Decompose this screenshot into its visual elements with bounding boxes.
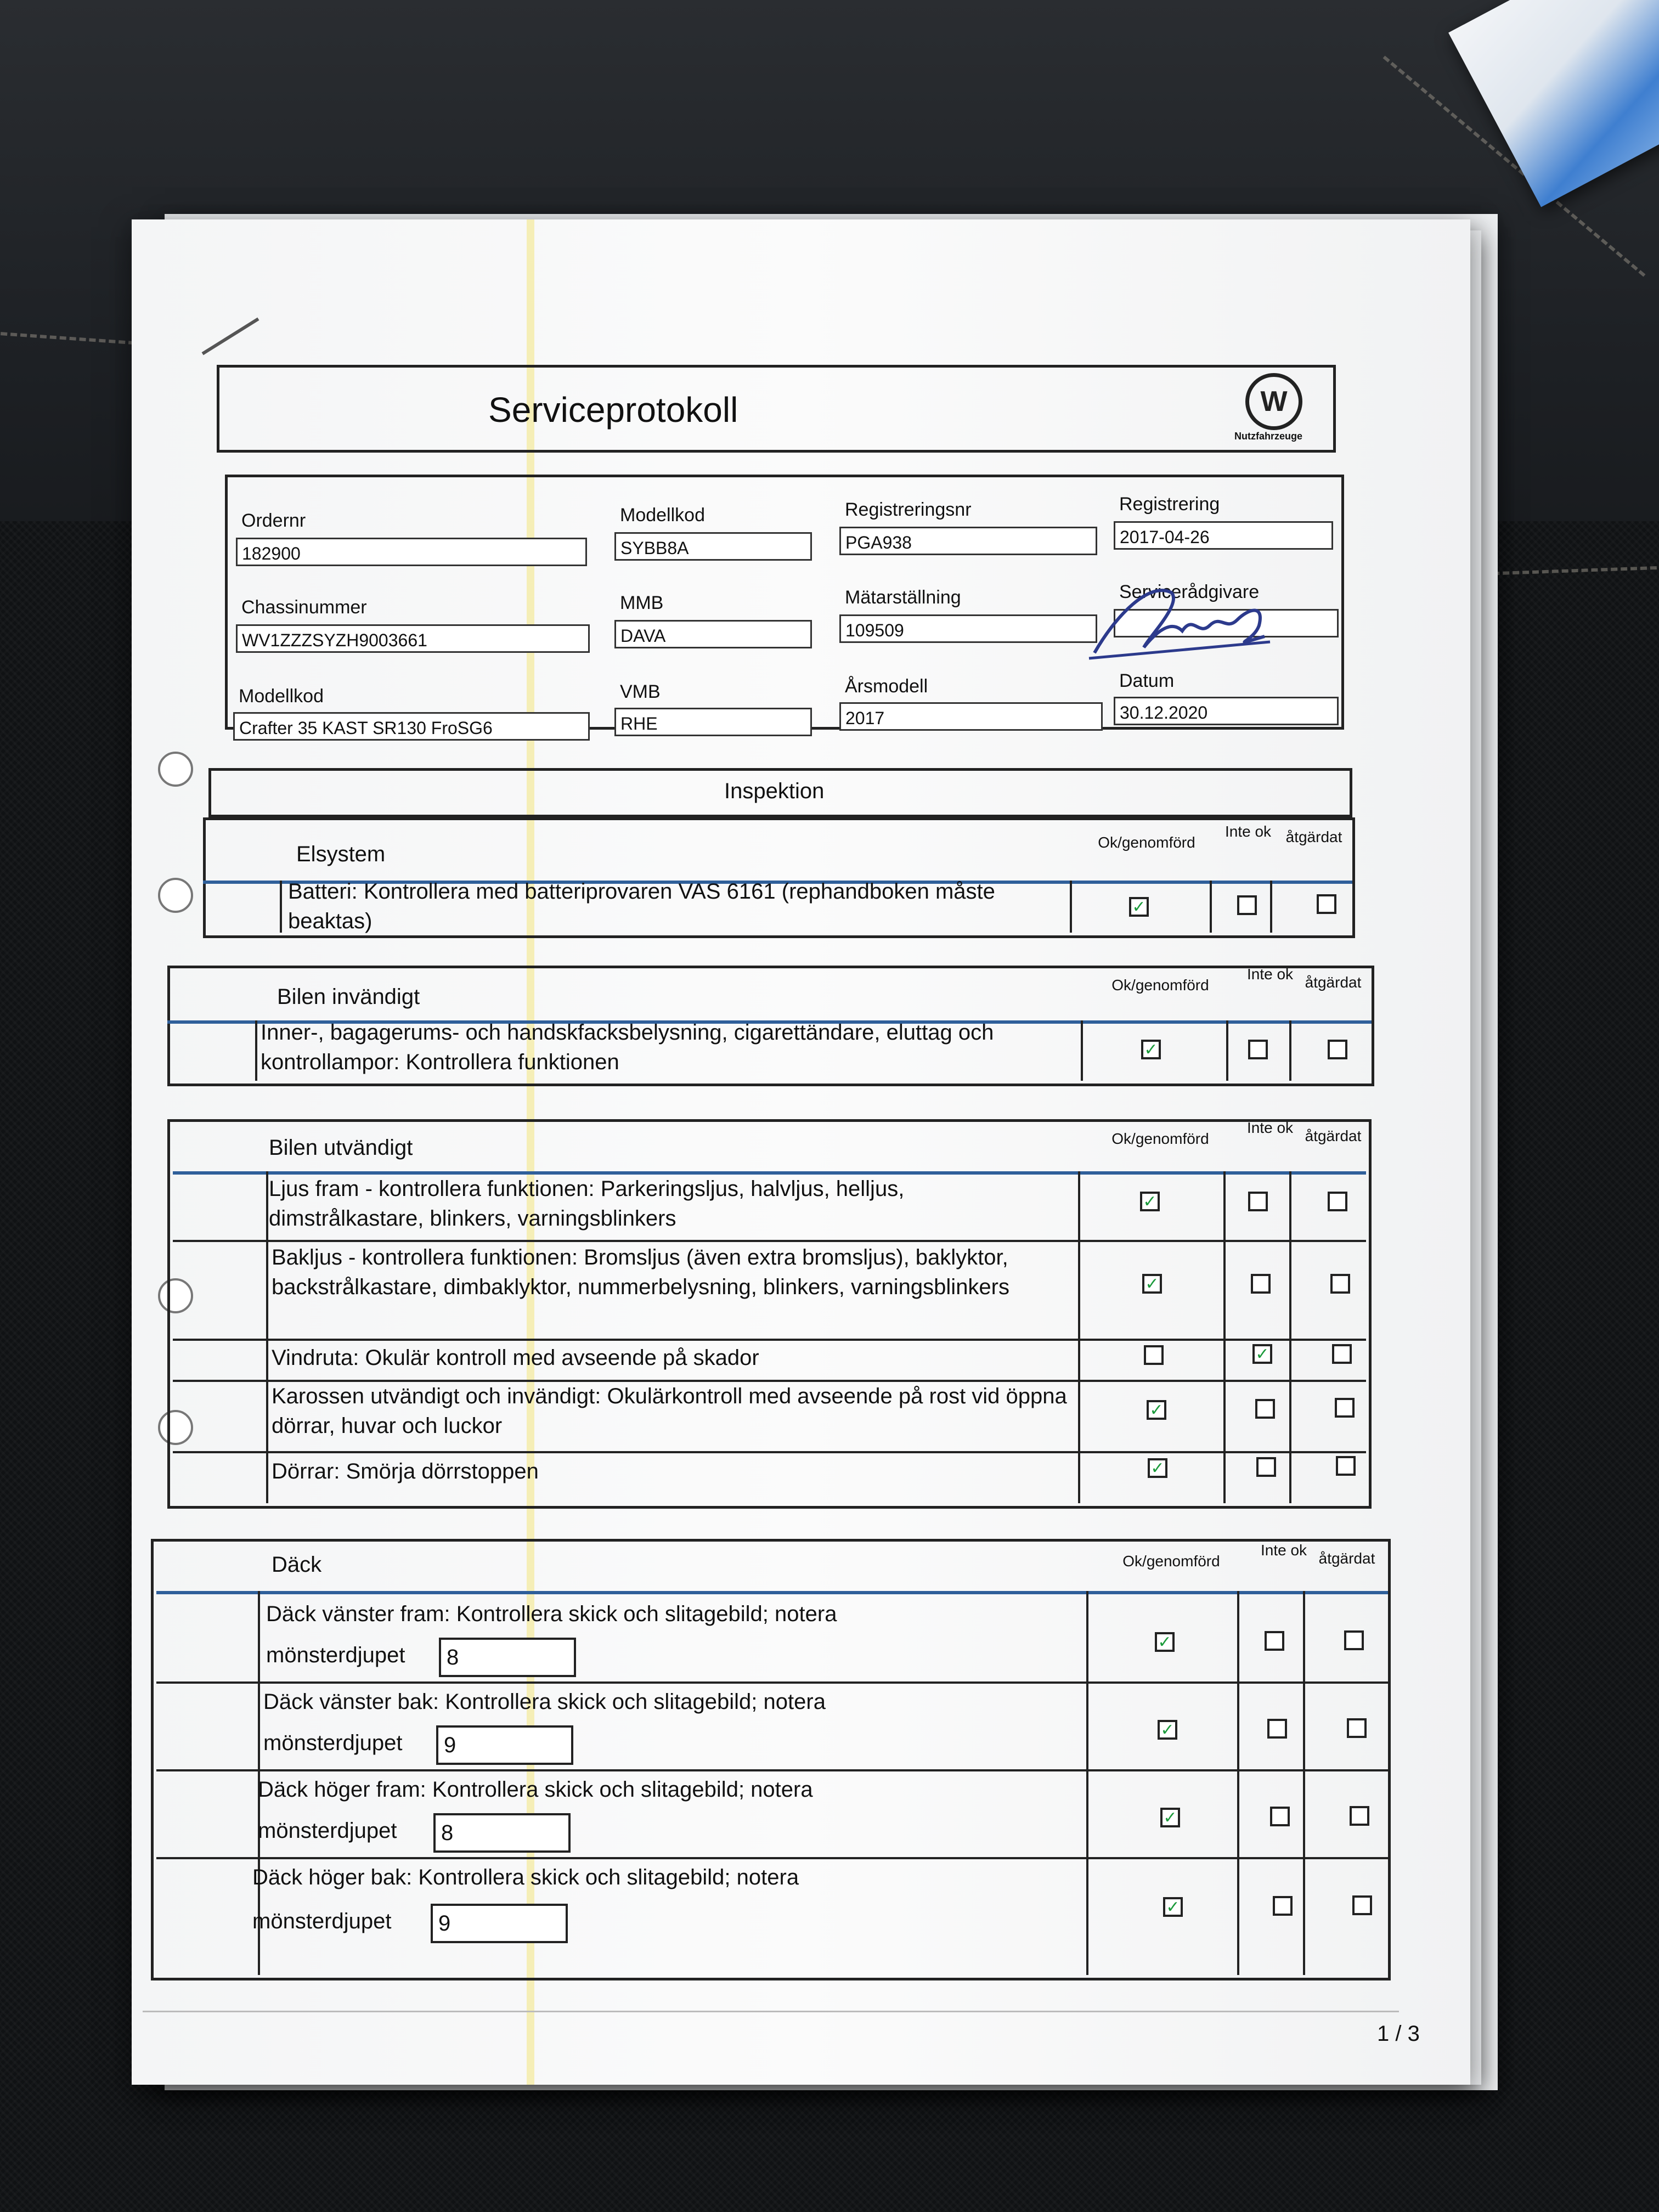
row-text-batteri: Batteri: Kontrollera med batteriprovaren VAS 6161 (rephandboken måste beaktas) — [288, 879, 995, 933]
page-title: Serviceprotokoll — [488, 390, 738, 430]
checkbox-batteri-ok[interactable] — [1129, 897, 1149, 917]
checkbox-dorrar-ok[interactable] — [1148, 1458, 1167, 1478]
checkbox-dack-vanster-fram-atgardat[interactable] — [1344, 1630, 1364, 1650]
column-divider — [1070, 881, 1072, 933]
checkbox-dack-vanster-fram-inte-ok[interactable] — [1265, 1631, 1284, 1651]
depth-input-hoger-bak[interactable]: 9 — [431, 1904, 568, 1943]
checkbox-batteri-atgardat[interactable] — [1317, 894, 1336, 914]
column-divider — [280, 881, 282, 933]
column-divider — [255, 1020, 257, 1081]
staple — [202, 318, 259, 356]
check-icon: ✓ — [1166, 1898, 1180, 1917]
col-head-ok: Ok/genomförd — [1111, 977, 1209, 994]
checkbox-dack-vanster-bak-inte-ok[interactable] — [1267, 1719, 1287, 1739]
checkbox-bakljus-inte-ok[interactable] — [1251, 1274, 1271, 1294]
service-protocol-page — [132, 219, 1470, 2085]
field-label-datum: Datum — [1119, 670, 1175, 691]
column-divider — [1303, 1591, 1305, 1975]
col-head-atgardat: åtgärdat — [1318, 1550, 1375, 1567]
row-text-vindruta: Vindruta: Okulär kontroll med avseende på skador — [272, 1346, 759, 1370]
field-label-registrering: Registrering — [1119, 494, 1220, 515]
row-divider — [156, 1857, 1388, 1859]
column-divider — [1270, 881, 1272, 933]
punch-hole — [158, 878, 193, 913]
title-box — [217, 365, 1336, 453]
footer-rule — [143, 2011, 1399, 2012]
check-icon: ✓ — [1158, 1633, 1172, 1652]
checkbox-dack-hoger-bak-atgardat[interactable] — [1352, 1895, 1372, 1915]
row-divider — [173, 1451, 1366, 1453]
brand-subtitle: Nutzfahrzeuge — [1234, 431, 1303, 442]
section-title-dack: Däck — [272, 1553, 322, 1577]
checkbox-bakljus-atgardat[interactable] — [1330, 1274, 1350, 1294]
column-divider — [1210, 881, 1212, 933]
checkbox-dack-vanster-bak-ok[interactable] — [1158, 1720, 1177, 1740]
column-divider — [1289, 1020, 1291, 1081]
checkbox-batteri-inte-ok[interactable] — [1237, 895, 1257, 915]
section-divider — [156, 1591, 1388, 1594]
punch-hole — [158, 752, 193, 787]
checkbox-dack-hoger-fram-ok[interactable] — [1160, 1808, 1180, 1827]
section-title-utvandigt: Bilen utvändigt — [269, 1136, 413, 1160]
column-divider — [1226, 1020, 1228, 1081]
checkbox-ljus-fram-ok[interactable] — [1140, 1192, 1160, 1211]
inspection-title: Inspektion — [724, 779, 825, 803]
check-icon: ✓ — [1150, 1459, 1165, 1478]
checkbox-vindruta-ok[interactable] — [1144, 1345, 1164, 1365]
col-head-atgardat: åtgärdat — [1305, 1127, 1362, 1144]
field-label-mmb: MMB — [620, 592, 664, 613]
checkbox-karossen-ok[interactable] — [1147, 1400, 1166, 1420]
column-divider — [1081, 1020, 1083, 1081]
field-vmb: RHE — [614, 708, 812, 736]
field-label-modellkod-bottom: Modellkod — [239, 686, 324, 707]
check-icon: ✓ — [1255, 1345, 1269, 1364]
checkbox-dack-hoger-fram-inte-ok[interactable] — [1270, 1807, 1290, 1826]
col-head-ok: Ok/genomförd — [1111, 1130, 1209, 1147]
checkbox-inner-inte-ok[interactable] — [1248, 1040, 1268, 1059]
field-matarstallning: 109509 — [839, 614, 1097, 643]
field-modellkod: SYBB8A — [614, 532, 812, 561]
field-datum: 30.12.2020 — [1114, 697, 1339, 725]
row-text-dack-vanster-bak: Däck vänster bak: Kontrollera skick och slitagebild; notera — [263, 1690, 826, 1714]
check-icon: ✓ — [1145, 1274, 1159, 1294]
depth-label: mönsterdjupet — [258, 1819, 397, 1843]
checkbox-karossen-inte-ok[interactable] — [1255, 1399, 1275, 1419]
row-divider — [173, 1339, 1366, 1341]
checkbox-ljus-fram-atgardat[interactable] — [1328, 1192, 1347, 1211]
col-head-inte-ok: Inte ok — [1246, 966, 1294, 983]
field-registrering: 2017-04-26 — [1114, 521, 1333, 550]
row-text-dack-hoger-fram: Däck höger fram: Kontrollera skick och slitagebild; notera — [258, 1778, 813, 1802]
col-head-ok: Ok/genomförd — [1098, 834, 1195, 851]
field-label-servicradgivare: Servicerådgivare — [1119, 582, 1260, 602]
checkbox-bakljus-ok[interactable] — [1142, 1274, 1162, 1294]
field-label-ordernr: Ordernr — [241, 510, 306, 531]
checkbox-dack-hoger-bak-inte-ok[interactable] — [1273, 1896, 1293, 1916]
row-divider — [156, 1681, 1388, 1684]
field-modellkod-bottom: Crafter 35 KAST SR130 FroSG6 — [233, 712, 590, 741]
column-divider — [266, 1171, 268, 1503]
row-text-karossen: Karossen utvändigt och invändigt: Okulärkontroll med avseende på rost vid öppna dörrar, huvar och luckor — [272, 1384, 1067, 1438]
field-mmb: DAVA — [614, 620, 812, 648]
section-title-invandigt: Bilen invändigt — [277, 985, 420, 1009]
checkbox-dorrar-atgardat[interactable] — [1336, 1456, 1356, 1476]
check-icon: ✓ — [1149, 1401, 1164, 1420]
checkbox-dorrar-inte-ok[interactable] — [1256, 1457, 1276, 1477]
field-chassinummer: WV1ZZZSYZH9003661 — [236, 624, 590, 653]
column-divider — [1086, 1591, 1088, 1975]
checkbox-dack-hoger-fram-atgardat[interactable] — [1350, 1806, 1369, 1826]
row-text-ljus-fram: Ljus fram - kontrollera funktionen: Parkeringsljus, halvljus, helljus, dimstrålkastare, blinkers, varningsblinkers — [269, 1177, 905, 1231]
field-label-matarstallning: Mätarställning — [845, 587, 961, 608]
check-icon: ✓ — [1163, 1808, 1177, 1827]
checkbox-vindruta-inte-ok[interactable] — [1252, 1344, 1272, 1364]
checkbox-dack-hoger-bak-ok[interactable] — [1163, 1897, 1183, 1917]
row-text-inner-belysning: Inner-, bagagerums- och handskfacksbelysning, cigarettändare, eluttag och kontrollampor: Kontrollera funktionen — [261, 1020, 994, 1074]
row-text-dack-hoger-bak: Däck höger bak: Kontrollera skick och slitagebild; notera — [252, 1865, 799, 1889]
checkbox-inner-atgardat[interactable] — [1328, 1040, 1347, 1059]
field-arsmodell: 2017 — [839, 702, 1103, 731]
checkbox-karossen-atgardat[interactable] — [1335, 1398, 1355, 1418]
col-head-inte-ok: Inte ok — [1246, 1119, 1294, 1136]
field-label-arsmodell: Årsmodell — [845, 676, 928, 697]
col-head-inte-ok: Inte ok — [1260, 1542, 1307, 1559]
row-text-bakljus: Bakljus - kontrollera funktionen: Bromsljus (även extra bromsljus), baklyktor, backstrålkastare, dimbaklyktor, nummerbelysning, blinkers, varningsblinkers — [272, 1245, 1009, 1299]
column-divider — [1237, 1591, 1239, 1975]
check-icon: ✓ — [1144, 1040, 1158, 1059]
depth-input-vanster-bak[interactable]: 9 — [436, 1725, 573, 1765]
col-head-inte-ok: Inte ok — [1224, 823, 1272, 840]
col-head-atgardat: åtgärdat — [1305, 974, 1362, 991]
check-icon: ✓ — [1160, 1720, 1175, 1740]
field-ordernr: 182900 — [236, 538, 587, 566]
column-divider — [1289, 1171, 1291, 1503]
field-registreringsnr: PGA938 — [839, 527, 1097, 555]
depth-input-vanster-fram[interactable]: 8 — [439, 1638, 576, 1677]
checkbox-inner-ok[interactable] — [1141, 1040, 1161, 1059]
row-text-dack-vanster-fram: Däck vänster fram: Kontrollera skick och slitagebild; notera — [266, 1602, 837, 1626]
depth-label: mönsterdjupet — [266, 1643, 405, 1667]
check-icon: ✓ — [1143, 1192, 1157, 1211]
vw-logo-icon: W — [1245, 373, 1302, 430]
field-label-modellkod: Modellkod — [620, 505, 705, 526]
column-divider — [1223, 1171, 1226, 1503]
page-number: 1 / 3 — [1377, 2022, 1420, 2046]
field-label-registreringsnr: Registreringsnr — [845, 499, 972, 520]
checkbox-dack-vanster-bak-atgardat[interactable] — [1347, 1718, 1367, 1738]
section-title-elsystem: Elsystem — [296, 842, 386, 866]
field-label-chassinummer: Chassinummer — [241, 597, 367, 618]
col-head-ok: Ok/genomförd — [1122, 1553, 1220, 1570]
row-divider — [156, 1769, 1388, 1771]
field-label-vmb: VMB — [620, 681, 661, 702]
check-icon: ✓ — [1132, 898, 1146, 917]
checkbox-ljus-fram-inte-ok[interactable] — [1248, 1192, 1268, 1211]
depth-input-hoger-fram[interactable]: 8 — [433, 1813, 571, 1853]
depth-label: mönsterdjupet — [252, 1909, 392, 1933]
column-divider — [1078, 1171, 1080, 1503]
checkbox-dack-vanster-fram-ok[interactable] — [1155, 1632, 1175, 1652]
col-head-atgardat: åtgärdat — [1285, 828, 1342, 845]
signature-icon — [1084, 571, 1281, 669]
checkbox-vindruta-atgardat[interactable] — [1332, 1344, 1352, 1364]
row-text-dorrar: Dörrar: Smörja dörrstoppen — [272, 1459, 539, 1483]
depth-label: mönsterdjupet — [263, 1731, 403, 1755]
row-divider — [173, 1240, 1366, 1242]
